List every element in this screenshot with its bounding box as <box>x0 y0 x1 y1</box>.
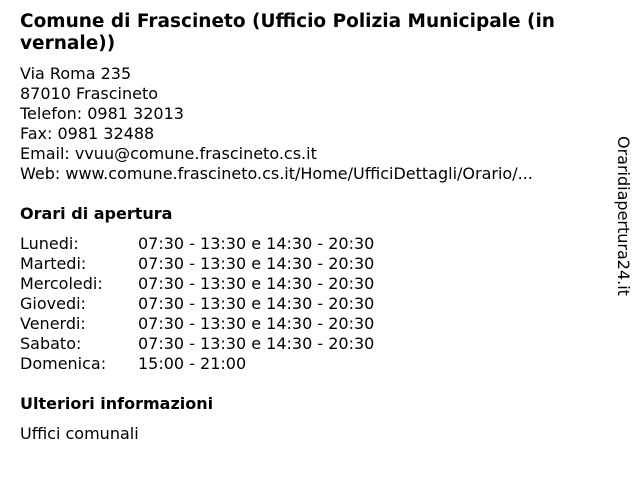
address-email: Email: vvuu@comune.frascineto.cs.it <box>20 144 317 163</box>
opening-hours-heading: Orari di apertura <box>20 204 173 223</box>
hours-time: 07:30 - 13:30 e 14:30 - 20:30 <box>138 294 375 313</box>
further-info-text: Uffici comunali <box>20 424 139 443</box>
hours-row-monday <box>20 234 374 254</box>
address-web: Web: www.comune.frascineto.cs.it/Home/UfficiDettagli/Orario/... <box>20 164 533 183</box>
page-title: Comune di Frascineto (Ufficio Polizia Municipale (in vernale)) <box>20 11 555 54</box>
address-city: 87010 Frascineto <box>20 84 159 103</box>
hours-row-sunday <box>20 354 374 374</box>
hours-day: Domenica: <box>20 354 107 373</box>
hours-day: Venerdi: <box>20 314 86 333</box>
hours-row-wednesday <box>20 274 374 294</box>
hours-time: 07:30 - 13:30 e 14:30 - 20:30 <box>138 234 375 253</box>
hours-time: 07:30 - 13:30 e 14:30 - 20:30 <box>138 274 375 293</box>
hours-row-friday <box>20 314 374 334</box>
further-info-heading: Ulteriori informazioni <box>20 394 214 413</box>
address-street: Via Roma 235 <box>20 64 132 83</box>
site-watermark: Oraridiapertura24.it <box>614 136 633 296</box>
hours-day: Sabato: <box>20 334 82 353</box>
hours-time: 07:30 - 13:30 e 14:30 - 20:30 <box>138 254 375 273</box>
opening-hours-table <box>20 234 374 374</box>
hours-time: 07:30 - 13:30 e 14:30 - 20:30 <box>138 334 375 353</box>
hours-row-tuesday <box>20 254 374 274</box>
hours-row-saturday <box>20 334 374 354</box>
address-phone: Telefon: 0981 32013 <box>20 104 184 123</box>
hours-row-thursday <box>20 294 374 314</box>
hours-day: Mercoledi: <box>20 274 103 293</box>
address-block <box>20 64 533 184</box>
hours-time: 07:30 - 13:30 e 14:30 - 20:30 <box>138 314 375 333</box>
hours-time: 15:00 - 21:00 <box>138 354 247 373</box>
hours-day: Giovedi: <box>20 294 86 313</box>
address-fax: Fax: 0981 32488 <box>20 124 155 143</box>
hours-day: Martedi: <box>20 254 87 273</box>
hours-day: Lunedi: <box>20 234 79 253</box>
